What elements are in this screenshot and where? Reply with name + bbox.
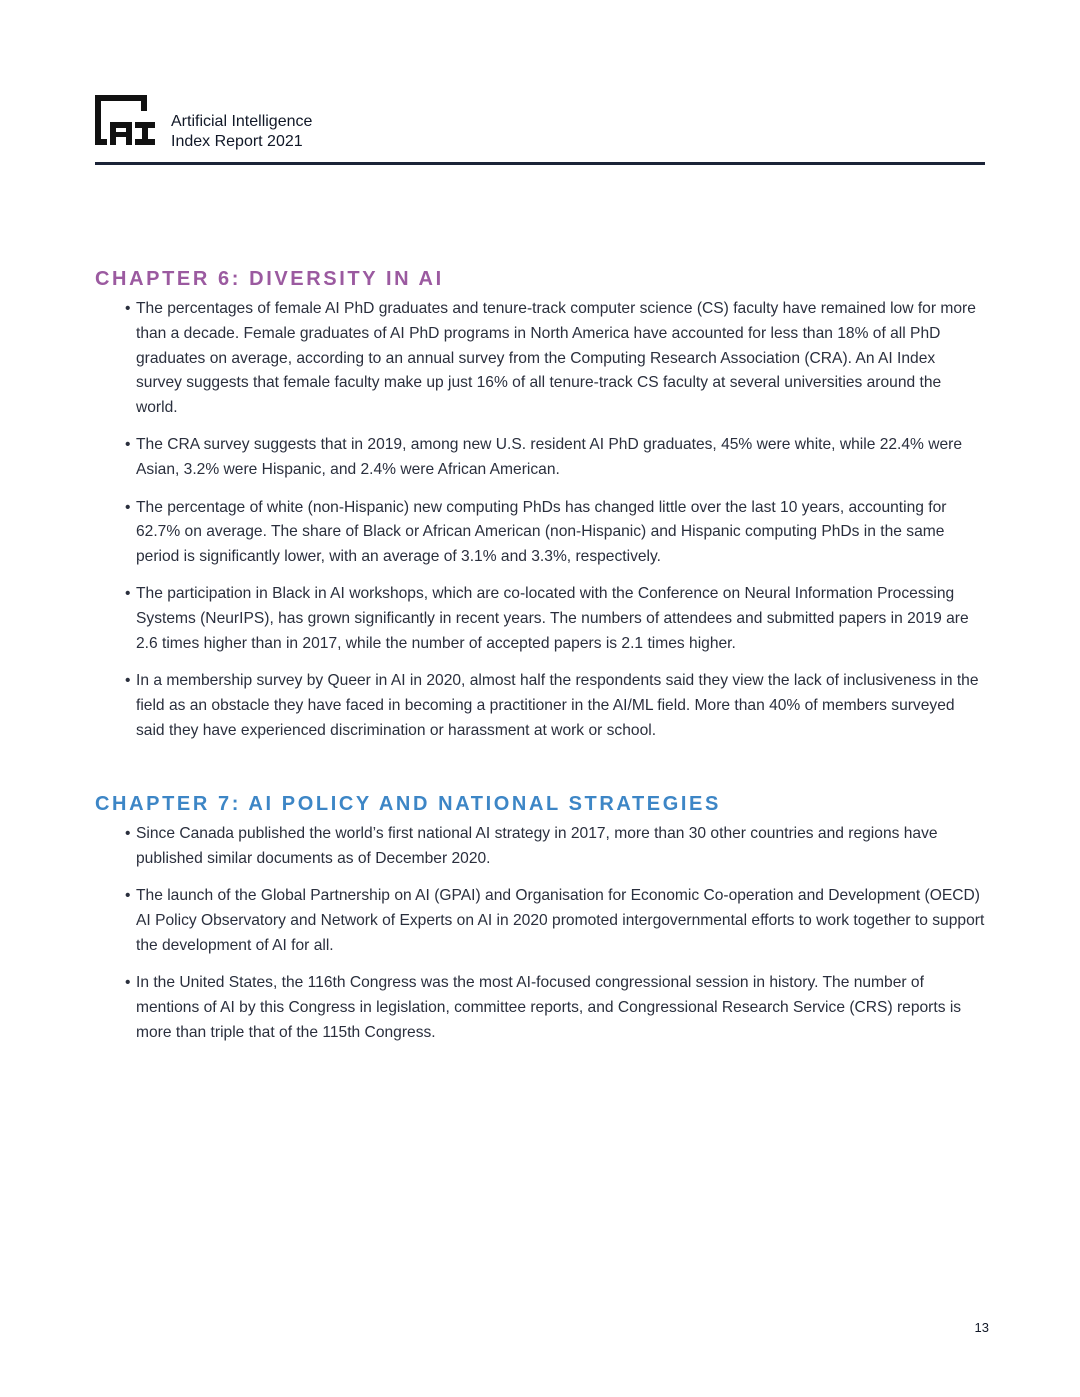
- list-item: [95, 582, 985, 656]
- bullet-icon: •: [125, 973, 131, 991]
- page-number: 13: [974, 1320, 989, 1335]
- bullet-icon: •: [125, 300, 131, 317]
- report-header: [95, 95, 985, 165]
- bullet-text: The percentages of female AI PhD graduates and tenure-track computer science (CS) faculty have remained low for more than a decade. Female graduates of AI PhD programs in North America have accounted for less than 18% of all PhD graduates on average, according to an annual survey from the Computing Research Association (CRA). An AI Index survey suggests that female faculty make up just 16% of all tenure-track CS faculty at several universities around the world.: [136, 300, 976, 417]
- report-title-line2: Index Report 2021: [171, 133, 303, 150]
- chapter-6-bullet-list: [95, 297, 985, 744]
- list-item: [95, 822, 985, 872]
- bullet-icon: •: [125, 825, 131, 842]
- bullet-text: The launch of the Global Partnership on AI (GPAI) and Organisation for Economic Co-operation and Development (OECD) AI Policy Observatory and Network of Experts on AI in 2020 promoted intergovernmental efforts to work together to support the development of AI for all.: [136, 887, 985, 954]
- bullet-text: The percentage of white (non-Hispanic) new computing PhDs has changed little over the last 10 years, accounting for 62.7% on average. The share of Black or African American (non-Hispanic) and Hispanic computing PhDs in the same period is significantly lower, with an average of 3.1% and 3.3%, respectively.: [136, 498, 947, 566]
- bullet-icon: •: [125, 585, 131, 603]
- bullet-icon: •: [125, 672, 131, 690]
- chapter-6-section: [95, 267, 985, 756]
- list-item: [95, 297, 985, 421]
- list-item: [95, 669, 985, 743]
- bullet-icon: •: [125, 887, 131, 905]
- chapter-6-title: CHAPTER 6: DIVERSITY IN AI: [95, 268, 444, 290]
- bullet-text: In a membership survey by Queer in AI in 2020, almost half the respondents said they view the lack of inclusiveness in the field as an obstacle they have faced in becoming a practitioner in the AI/ML field. More than 40% of members surveyed said they have experienced discrimination or harassment at work or school.: [136, 672, 979, 739]
- bullet-icon: •: [125, 436, 131, 454]
- ai-index-logo-icon: [95, 95, 155, 147]
- list-item: [95, 971, 985, 1045]
- chapter-7-title: CHAPTER 7: AI POLICY AND NATIONAL STRATEGIES: [95, 793, 721, 815]
- bullet-text: Since Canada published the world’s first national AI strategy in 2017, more than 30 other countries and regions have published similar documents as of December 2020.: [136, 825, 938, 867]
- bullet-text: In the United States, the 116th Congress was the most AI-focused congressional session in history. The number of mentions of AI by this Congress in legislation, committee reports, and Congressional Research Service (CRS) reports is more than triple that of the 115th Congress.: [136, 973, 962, 1041]
- list-item: [95, 433, 985, 483]
- list-item: [95, 496, 985, 570]
- report-title-line1: Artificial Intelligence: [171, 113, 313, 130]
- report-title: [171, 112, 312, 152]
- chapter-7-bullet-list: [95, 822, 985, 1045]
- header-divider: [95, 162, 985, 165]
- bullet-icon: •: [125, 498, 131, 516]
- bullet-text: The CRA survey suggests that in 2019, among new U.S. resident AI PhD graduates, 45% were white, while 22.4% were Asian, 3.2% were Hispanic, and 2.4% were African American.: [136, 436, 963, 479]
- list-item: [95, 884, 985, 958]
- bullet-text: The participation in Black in AI workshops, which are co-located with the Conference on Neural Information Processing Systems (NeurIPS), has grown significantly in recent years. The numbers of attendees and submitted papers in 2019 are 2.6 times higher than in 2017, while the number of accepted papers is 2.1 times higher.: [136, 585, 969, 653]
- chapter-7-section: [95, 792, 985, 1058]
